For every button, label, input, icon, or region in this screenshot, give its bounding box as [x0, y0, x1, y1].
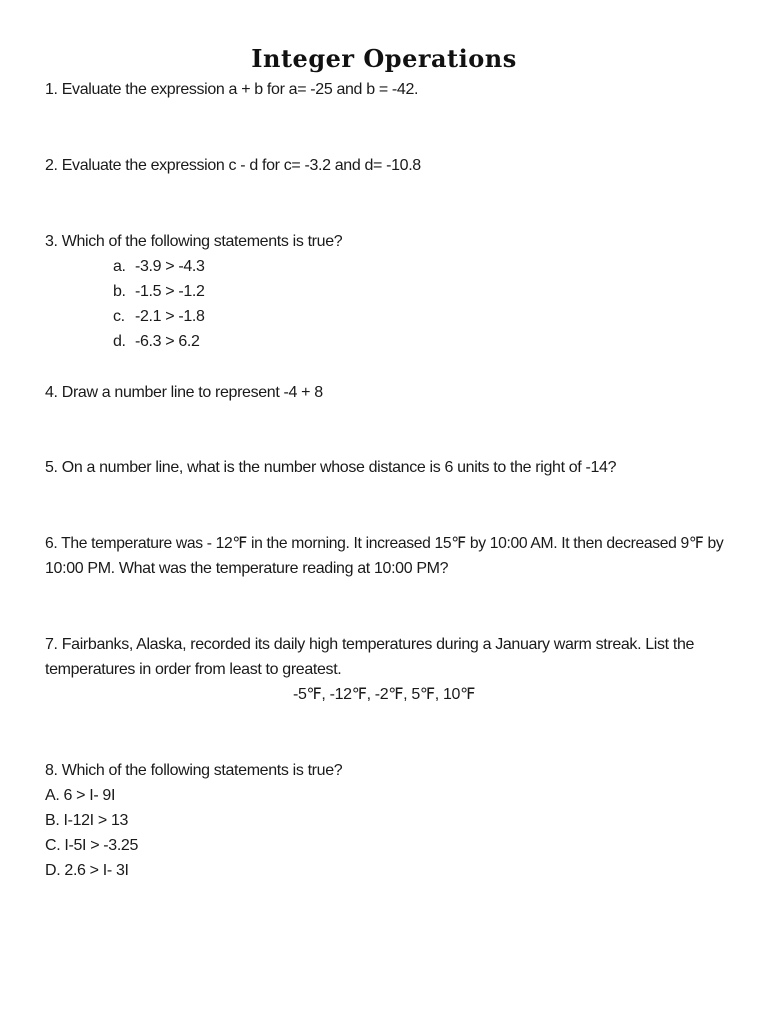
option-letter: a. — [113, 258, 126, 275]
question-1: 1. Evaluate the expression a + b for a= -25 and b = -42. — [45, 81, 419, 98]
question-6-line-1: 6. The temperature was - 12℉ in the morning. It increased 15℉ by 10:00 AM. It then decreased 9℉ by — [45, 535, 724, 552]
question-4: 4. Draw a number line to represent -4 + 8 — [45, 384, 323, 401]
option-text: -3.9 > -4.3 — [135, 258, 205, 275]
question-8-prompt: 8. Which of the following statements is true? — [45, 762, 343, 779]
question-8-option-a: A. 6 > I- 9I — [45, 787, 116, 804]
question-7-line-1: 7. Fairbanks, Alaska, recorded its daily high temperatures during a January warm streak. List the — [45, 636, 695, 653]
question-3-prompt: 3. Which of the following statements is true? — [45, 233, 343, 250]
option-letter: d. — [113, 333, 126, 350]
question-3-option-c — [113, 304, 205, 329]
option-text: -2.1 > -1.8 — [135, 308, 205, 325]
option-text: -6.3 > 6.2 — [135, 333, 200, 350]
question-6-line-2: 10:00 PM. What was the temperature reading at 10:00 PM? — [45, 560, 449, 577]
question-5: 5. On a number line, what is the number whose distance is 6 units to the right of -14? — [45, 459, 617, 476]
question-2: 2. Evaluate the expression c - d for c= -3.2 and d= -10.8 — [45, 157, 421, 174]
question-7-values: -5℉, -12℉, -2℉, 5℉, 10℉ — [293, 686, 475, 703]
question-8-option-c: C. I-5I > -3.25 — [45, 837, 139, 854]
question-3-option-d — [113, 329, 200, 354]
question-8-option-b: B. I-12I > 13 — [45, 812, 129, 829]
option-text: -1.5 > -1.2 — [135, 283, 205, 300]
option-letter: b. — [113, 283, 126, 300]
question-8-option-d: D. 2.6 > I- 3I — [45, 862, 129, 879]
page-title: Integer Operations — [251, 44, 517, 73]
option-letter: c. — [113, 308, 125, 325]
question-3-option-b — [113, 279, 205, 304]
question-3-option-a — [113, 254, 205, 279]
question-7-line-2: temperatures in order from least to greatest. — [45, 661, 342, 678]
